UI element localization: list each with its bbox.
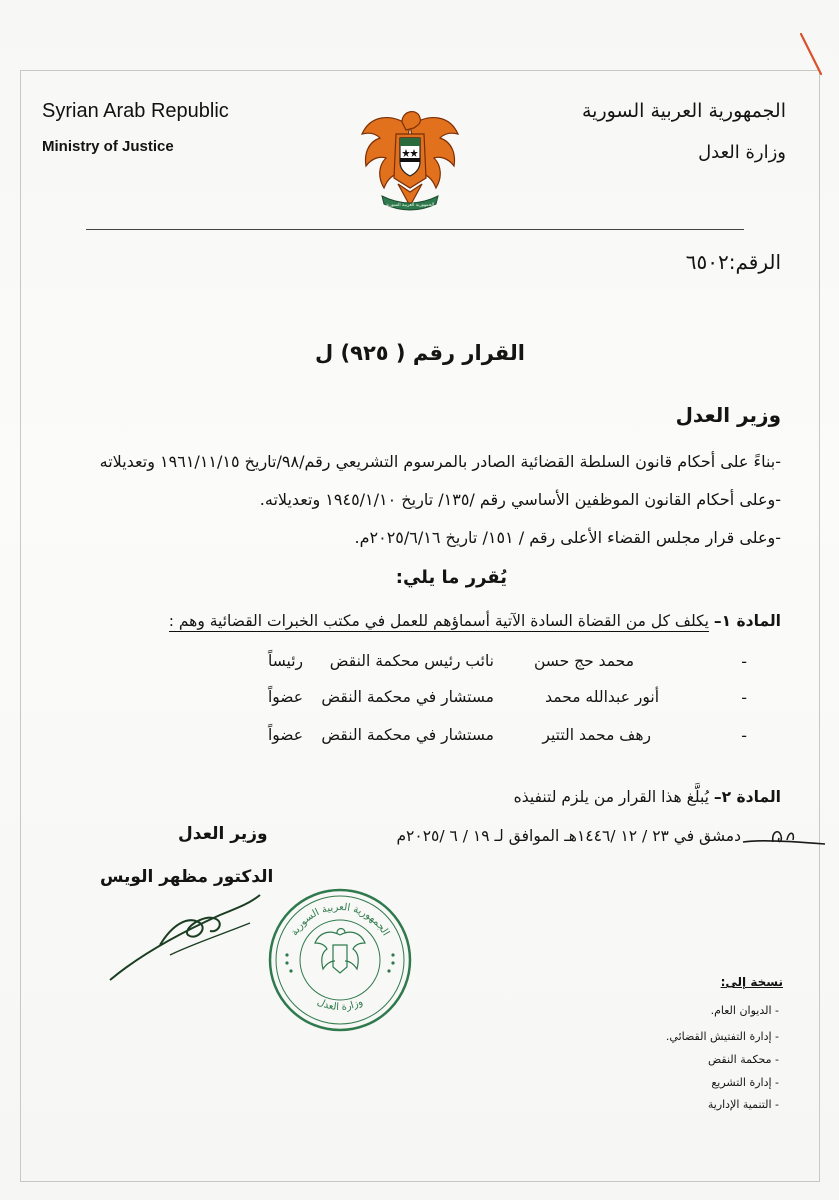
header-divider <box>86 229 744 230</box>
emblem-ribbon-text: الجمهورية العربية السورية <box>385 203 435 208</box>
judge-row-3-role: عضواً <box>267 726 303 744</box>
judge-row-3-position: مستشار في محكمة النقض <box>321 726 494 744</box>
header-ar-title: الجمهورية العربية السورية <box>581 100 786 122</box>
preamble-line-2: -وعلى أحكام القانون الموظفين الأساسي رقم /١٣٥/ تاريخ ١٩٤٥/١/١٠ وتعديلاته. <box>259 490 781 509</box>
decision-title: القرار رقم ( ٩٢٥) ل <box>315 341 525 365</box>
article-2 <box>514 788 781 806</box>
preamble-line-3: -وعلى قرار مجلس القضاء الأعلى رقم / ١٥١/ تاريخ ٢٠٢٥/٦/١٦م. <box>354 528 781 547</box>
judge-row-2-position: مستشار في محكمة النقض <box>321 688 494 706</box>
signature-title: وزير العدل <box>178 824 268 844</box>
cc-item-1: - الديوان العام. <box>710 1004 779 1017</box>
judge-row-1-name: محمد حج حسن <box>533 652 634 670</box>
article-2-text: يُبلَّغ هذا القرار من يلزم لتنفيذه <box>513 788 709 806</box>
article-1-text: يكلف كل من القضاة السادة الآتية أسماؤهم للعمل في مكتب الخبرات القضائية وهم : <box>168 612 709 630</box>
cc-item-3: - محكمة النقض <box>707 1053 779 1066</box>
judge-row-1-position: نائب رئيس محكمة النقض <box>329 652 494 670</box>
eagle-emblem-icon <box>356 98 464 216</box>
judge-row-2-role: عضواً <box>267 688 303 706</box>
judge-row-1-dash: - <box>741 652 747 671</box>
official-seal <box>265 885 415 1035</box>
minister-heading: وزير العدل <box>675 403 781 427</box>
cc-item-4: - إدارة التشريع <box>711 1076 779 1089</box>
initials-scribble <box>737 820 832 860</box>
judge-row-3-name: رهف محمد التتير <box>542 726 651 744</box>
decides-heading: يُقرر ما يلي: <box>395 567 507 588</box>
reference-number: الرقم:٦٥٠٢ <box>685 250 781 274</box>
cc-title: نسخة إلى: <box>720 975 783 989</box>
judge-row-1-role: رئيساً <box>267 652 303 670</box>
date-line: دمشق في ٢٣ / ١٢ /١٤٤٦هـ الموافق لـ ١٩ / ٦ /٢٠٢٥م <box>396 827 741 845</box>
article-1 <box>169 612 781 630</box>
article-2-label: المادة ٢– <box>713 788 781 806</box>
judge-row-3-dash: - <box>741 726 747 745</box>
seal-bottom-text: وزارة العدل <box>315 996 365 1014</box>
header-en-title: Syrian Arab Republic <box>42 100 229 122</box>
judge-row-2-name: أنور عبدالله محمد <box>545 688 659 706</box>
handwritten-signature <box>100 885 270 985</box>
cc-item-2: - إدارة التفتيش القضائي. <box>665 1030 779 1043</box>
article-1-label: المادة ١– <box>713 612 781 630</box>
cc-item-5: - التنمية الإدارية <box>707 1098 779 1111</box>
header-en-subtitle: Ministry of Justice <box>42 138 174 155</box>
preamble-line-1: -بناءً على أحكام قانون السلطة القضائية الصادر بالمرسوم التشريعي رقم/٩٨/تاريخ ١٩٦١/١١/١٥ وتعديلاته <box>99 452 781 471</box>
pen-mark <box>797 30 827 80</box>
svg-text:وزارة العدل <box>315 996 365 1013</box>
signature-name: الدكتور مظهر الويس <box>100 867 274 887</box>
header-ar-subtitle: وزارة العدل <box>698 142 786 163</box>
seal-top-text: الجمهورية العربية السورية <box>289 901 392 938</box>
judge-row-2-dash: - <box>741 688 747 707</box>
